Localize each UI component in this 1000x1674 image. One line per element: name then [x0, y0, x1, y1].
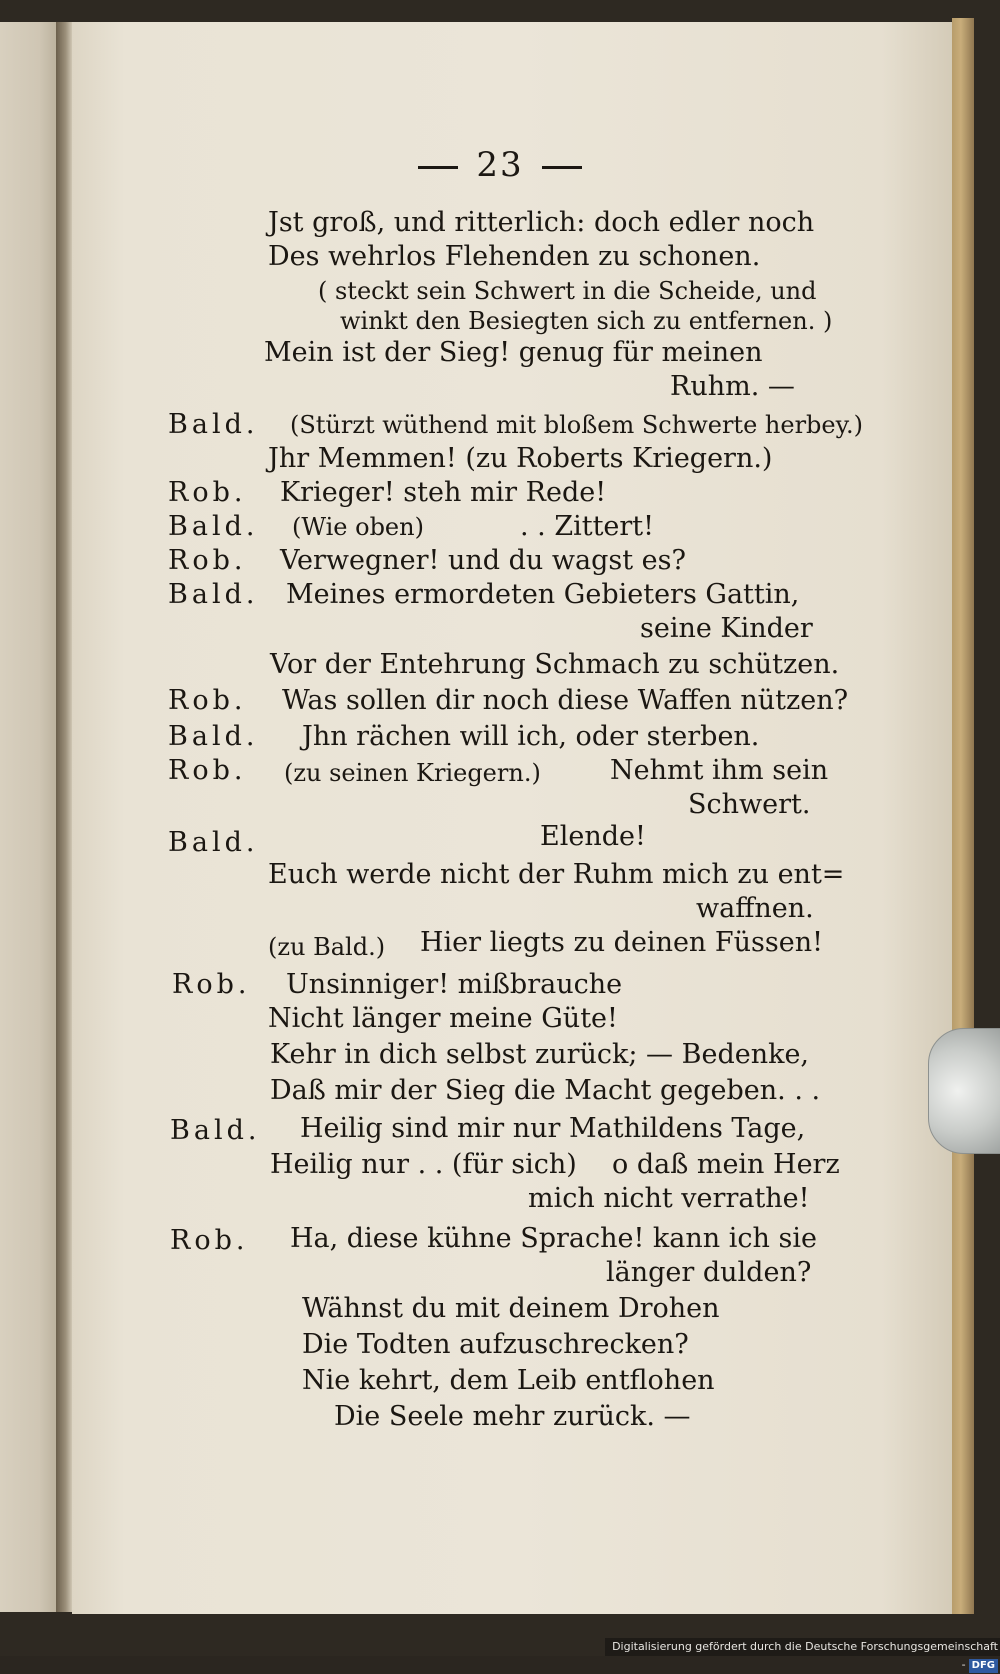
speaker-label: Bald.: [168, 827, 259, 858]
text-line: waffnen.: [696, 893, 814, 924]
text-line: Nehmt ihm sein: [610, 755, 829, 786]
text-line: Jst groß, und ritterlich: doch edler noch: [268, 207, 815, 238]
speaker-label: Rob.: [168, 545, 247, 576]
stage-direction: winkt den Besiegten sich zu entfernen. ): [340, 307, 833, 335]
text-line: o daß mein Herz: [612, 1149, 840, 1180]
text-line: Des wehrlos Flehenden zu schonen.: [268, 241, 761, 272]
text-line: Verwegner! und du wagst es?: [280, 545, 686, 576]
text-line: Unsinniger! mißbrauche: [286, 969, 623, 1000]
page-edge: [952, 18, 974, 1614]
stage-direction: (Wie oben): [292, 513, 424, 541]
stage-direction: (zu seinen Kriegern.): [284, 759, 541, 787]
dash-right: [542, 166, 582, 169]
text-line: Jhn rächen will ich, oder sterben.: [302, 721, 760, 752]
text-line: Mein ist der Sieg! genug für meinen: [264, 337, 763, 368]
speaker-label: Rob.: [168, 685, 247, 716]
speaker-label: Bald.: [168, 579, 259, 610]
text-line: Ruhm. —: [670, 371, 795, 402]
text-line: Schwert.: [688, 789, 811, 820]
dfg-logo: DFG: [969, 1659, 998, 1673]
speaker-label: Rob.: [170, 1225, 249, 1256]
speaker-label: Bald.: [170, 1115, 261, 1146]
speaker-label: Rob.: [168, 755, 247, 786]
footer-text: Digitalisierung gefördert durch die Deutsche Forschungsgemeinschaft -: [612, 1640, 998, 1671]
text-line: Meines ermordeten Gebieters Gattin,: [286, 579, 800, 610]
text-line: Was sollen dir noch diese Waffen nützen?: [282, 685, 849, 716]
stage-direction: (zu Bald.): [268, 933, 386, 961]
text-line: . . Zittert!: [520, 511, 655, 542]
text-line: Kehr in dich selbst zurück; — Bedenke,: [270, 1039, 810, 1070]
text-line: Nie kehrt, dem Leib entflohen: [302, 1365, 715, 1396]
text-line: mich nicht verrathe!: [528, 1183, 810, 1214]
dash-left: [418, 166, 458, 169]
text-line: Die Todten aufzuschrecken?: [302, 1329, 689, 1360]
text-line: Wähnst du mit deinem Drohen: [302, 1293, 720, 1324]
speaker-label: Bald.: [168, 721, 259, 752]
text-line: länger dulden?: [606, 1257, 812, 1288]
text-line: Vor der Entehrung Schmach zu schützen.: [270, 649, 840, 680]
page-clip-icon: [928, 1028, 1000, 1154]
page-number-text: 23: [476, 145, 524, 185]
page-number: [0, 145, 1000, 185]
speaker-label: Rob.: [172, 969, 251, 1000]
speaker-label: Rob.: [168, 477, 247, 508]
book-gutter: [56, 22, 72, 1612]
text-line: Hier liegts zu deinen Füssen!: [420, 927, 823, 958]
stage-direction: (Stürzt wüthend mit bloßem Schwerte herbey.): [290, 411, 863, 439]
text-line: Jhr Memmen! (zu Roberts Kriegern.): [268, 443, 773, 474]
text-line: Ha, diese kühne Sprache! kann ich sie: [290, 1223, 817, 1254]
text-line: Daß mir der Sieg die Macht gegeben. . .: [270, 1075, 821, 1106]
text-line: Euch werde nicht der Ruhm mich zu ent=: [268, 859, 845, 890]
speaker-label: Bald.: [168, 409, 259, 440]
text-line: Heilig sind mir nur Mathildens Tage,: [300, 1113, 806, 1144]
speaker-label: Bald.: [168, 511, 259, 542]
text-line: Elende!: [540, 821, 646, 852]
stage-direction: ( steckt sein Schwert in die Scheide, und: [318, 277, 817, 305]
footer-credit: [605, 1638, 1000, 1671]
left-page-edge: [0, 22, 56, 1612]
text-line: seine Kinder: [640, 613, 813, 644]
text-line: Nicht länger meine Güte!: [268, 1003, 618, 1034]
text-line: Heilig nur . . (für sich): [270, 1149, 577, 1180]
text-line: Krieger! steh mir Rede!: [280, 477, 607, 508]
text-line: Die Seele mehr zurück. —: [334, 1401, 691, 1432]
